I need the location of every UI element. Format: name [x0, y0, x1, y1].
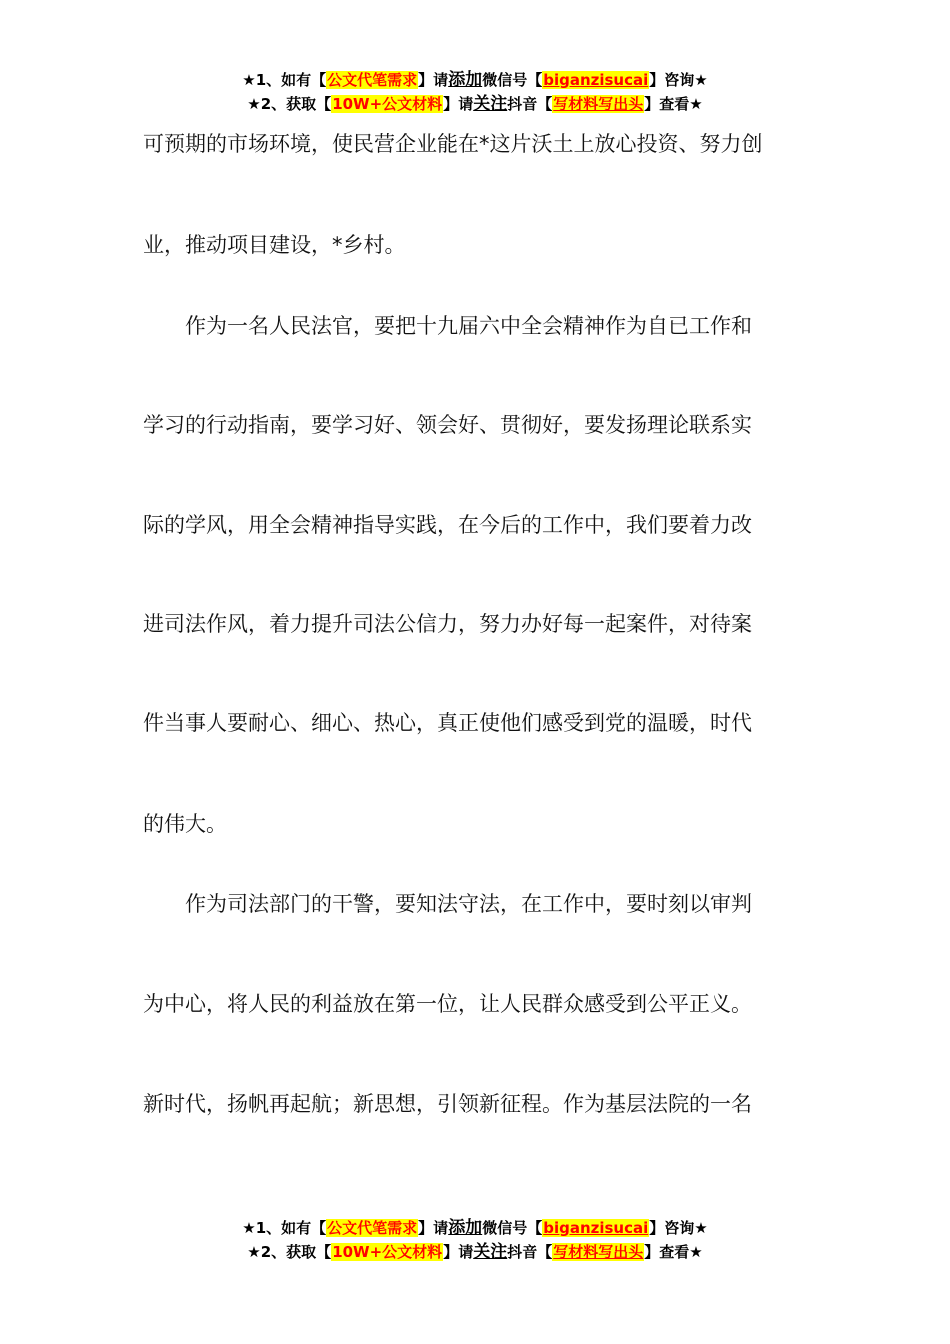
footer-line-2-middle: 】请: [443, 1243, 474, 1261]
body-line: 学习的行动指南，要学习好、领会好、贯彻好，要发扬理论联系实: [143, 413, 752, 437]
body-line: 可预期的市场环境，使民营企业能在*这片沃土上放心投资、努力创: [143, 132, 763, 156]
banner-highlight-service: 公文代笔需求: [327, 71, 418, 89]
body-line: 的伟大。: [143, 812, 227, 836]
banner-line-2: [0, 92, 950, 116]
banner-line-2-middle: 】请: [443, 95, 474, 113]
footer-highlight-materials: 10W+公文材料: [332, 1243, 443, 1261]
footer-banner: [0, 1216, 950, 1264]
body-line: 为中心，将人民的利益放在第一位，让人民群众感受到公平正义。: [143, 992, 752, 1016]
footer-line-1-suffix: 】咨询★: [649, 1219, 708, 1237]
banner-line-1-middle: 】请: [418, 71, 449, 89]
footer-emphasis-follow: 关注: [473, 1242, 508, 1262]
banner-line-2-prefix: ★2、获取【: [247, 95, 332, 113]
footer-line-1-prefix: ★1、如有【: [242, 1219, 327, 1237]
footer-line-2-prefix: ★2、获取【: [247, 1243, 332, 1261]
body-line: 作为司法部门的干警，要知法守法，在工作中，要时刻以审判: [143, 892, 752, 916]
banner-line-1-suffix: 】咨询★: [649, 71, 708, 89]
body-line: 新时代，扬帆再起航；新思想，引领新征程。作为基层法院的一名: [143, 1092, 752, 1116]
banner-line-2-suffix: 】查看★: [644, 95, 703, 113]
banner-line-2-middle-2: 抖音【: [507, 95, 553, 113]
footer-line-2-middle-2: 抖音【: [507, 1243, 553, 1261]
footer-highlight-service: 公文代笔需求: [327, 1219, 418, 1237]
footer-emphasis-add: 添加: [448, 1218, 483, 1238]
footer-line-1-middle: 】请: [418, 1219, 449, 1237]
banner-emphasis-follow: 关注: [473, 94, 508, 114]
footer-wechat-id[interactable]: biganzisucai: [543, 1219, 649, 1237]
footer-douyin-account[interactable]: 写材料写出头: [553, 1243, 644, 1261]
body-line: 际的学风，用全会精神指导实践，在今后的工作中，我们要着力改: [143, 513, 752, 537]
footer-line-2: [0, 1240, 950, 1264]
body-line: 业，推动项目建设，*乡村。: [143, 233, 406, 257]
body-line: 件当事人要耐心、细心、热心，真正使他们感受到党的温暖，时代: [143, 711, 752, 735]
body-line: 进司法作风，着力提升司法公信力，努力办好每一起案件，对待案: [143, 612, 752, 636]
banner-line-1-middle-2: 微信号【: [482, 71, 543, 89]
body-line: 作为一名人民法官，要把十九届六中全会精神作为自已工作和: [143, 314, 752, 338]
banner-line-1: [0, 68, 950, 92]
banner-highlight-materials: 10W+公文材料: [332, 95, 443, 113]
footer-line-1-middle-2: 微信号【: [482, 1219, 543, 1237]
footer-line-2-suffix: 】查看★: [644, 1243, 703, 1261]
banner-emphasis-add: 添加: [448, 70, 483, 90]
banner-line-1-prefix: ★1、如有【: [242, 71, 327, 89]
banner-douyin-account[interactable]: 写材料写出头: [553, 95, 644, 113]
footer-line-1: [0, 1216, 950, 1240]
header-banner: [0, 68, 950, 116]
banner-wechat-id[interactable]: biganzisucai: [543, 71, 649, 89]
